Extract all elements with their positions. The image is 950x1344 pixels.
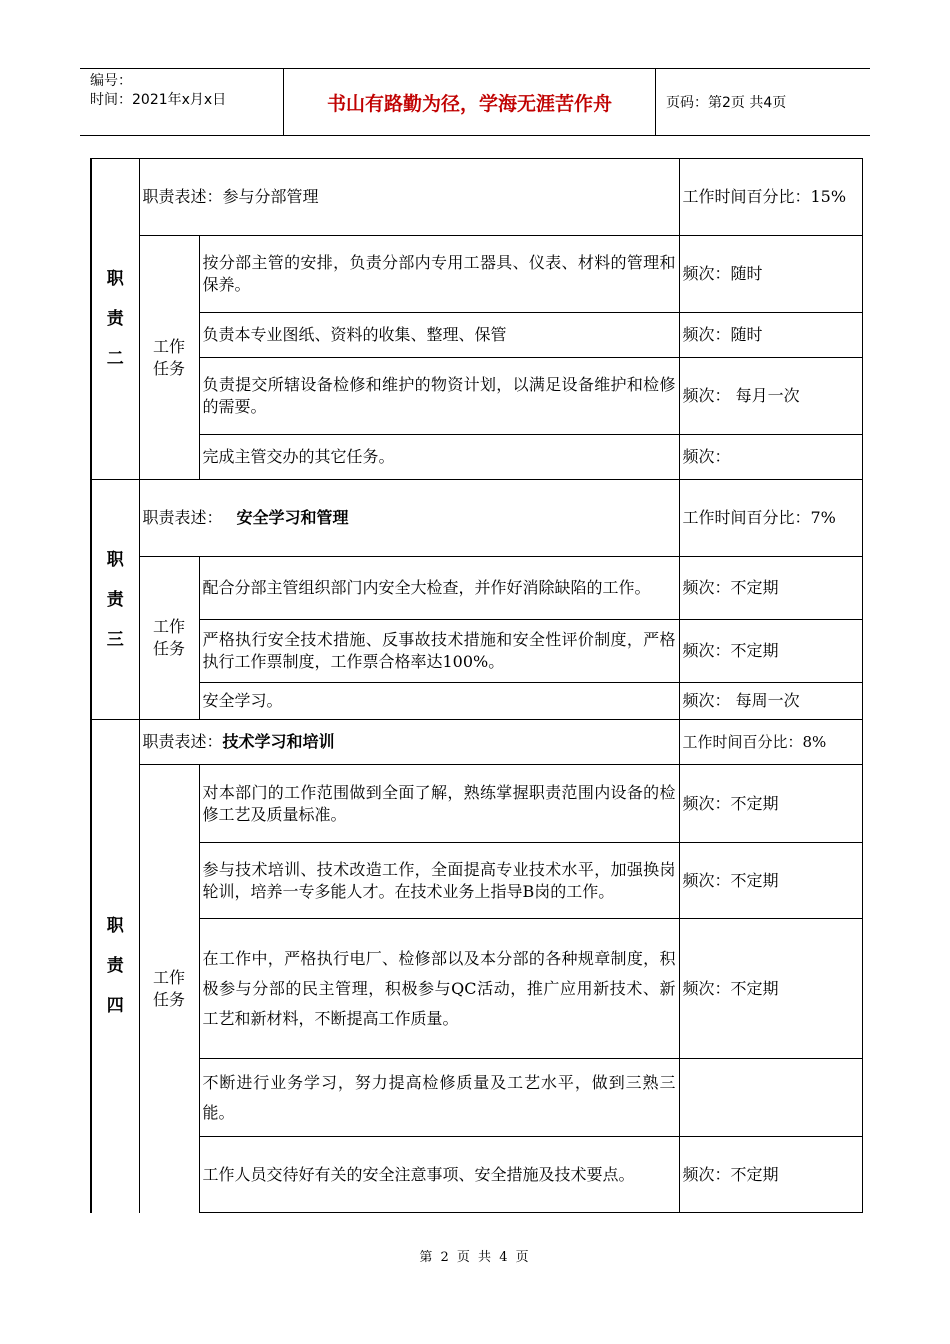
task-text: 在工作中，严格执行电厂、检修部以及本分部的各种规章制度，积极参与分部的民主管理，积极参与QC活动，推广应用新技术、新工艺和新材料，不断提高工作质量。 (199, 919, 679, 1059)
duty2-statement-row (91, 159, 862, 236)
table-row (91, 557, 862, 620)
task-frequency: 频次：不定期 (679, 1137, 862, 1213)
duty4-time-percent: 工作时间百分比：8% (679, 720, 862, 765)
table-row (91, 313, 862, 358)
header-page-info: 页码：第2页 共4页 (666, 95, 787, 111)
duty3-label: 职 责 三 (91, 480, 139, 720)
task-text: 配合分部主管组织部门内安全大检查，并作好消除缺陷的工作。 (199, 557, 679, 620)
duty2-time-percent: 工作时间百分比：15% (679, 159, 862, 236)
task-text: 安全学习。 (199, 683, 679, 720)
duty4-statement-row (91, 720, 862, 765)
page-header (80, 68, 870, 136)
duty2-label: 职 责 二 (91, 159, 139, 480)
table-row (91, 358, 862, 435)
table-row (91, 919, 862, 1059)
task-frequency: 频次：不定期 (679, 620, 862, 683)
page-footer: 第 2 页 共 4 页 (419, 1250, 531, 1265)
duty3-statement: 职责表述： 安全学习和管理 (139, 480, 679, 557)
task-text: 参与技术培训、技术改造工作，全面提高专业技术水平，加强换岗轮训，培养一专多能人才。在技术业务上指导B岗的工作。 (199, 843, 679, 919)
duty2-statement: 职责表述：参与分部管理 (139, 159, 679, 236)
task-frequency: 频次：不定期 (679, 557, 862, 620)
task-frequency: 频次： 每周一次 (679, 683, 862, 720)
task-frequency: 频次： (679, 435, 862, 480)
task-text: 对本部门的工作范围做到全面了解，熟练掌握职责范围内设备的检修工艺及质量标准。 (199, 765, 679, 843)
table-row (91, 435, 862, 480)
task-text: 工作人员交待好有关的安全注意事项、安全措施及技术要点。 (199, 1137, 679, 1213)
table-row (91, 1137, 862, 1213)
task-text: 按分部主管的安排，负责分部内专用工器具、仪表、材料的管理和保养。 (199, 236, 679, 313)
table-row (91, 620, 862, 683)
duty4-sub-label: 工作 任务 (139, 765, 199, 1213)
duties-table (90, 158, 863, 1213)
task-frequency: 频次：不定期 (679, 919, 862, 1059)
task-frequency (679, 1059, 862, 1137)
task-frequency: 频次：不定期 (679, 765, 862, 843)
duty3-statement-row (91, 480, 862, 557)
task-frequency: 频次：不定期 (679, 843, 862, 919)
duty2-sub-label: 工作 任务 (139, 236, 199, 480)
header-meta (80, 69, 283, 135)
date-label: 时间：2021年x月x日 (90, 92, 227, 108)
task-frequency: 频次：随时 (679, 236, 862, 313)
table-row (91, 1059, 862, 1137)
task-text: 负责提交所辖设备检修和维护的物资计划，以满足设备维护和检修的需要。 (199, 358, 679, 435)
table-row (91, 765, 862, 843)
duty3-time-percent: 工作时间百分比：7% (679, 480, 862, 557)
task-text: 完成主管交办的其它任务。 (199, 435, 679, 480)
table-row (91, 236, 862, 313)
duty3-sub-label: 工作 任务 (139, 557, 199, 720)
header-motto: 书山有路勤为径，学海无涯苦作舟 (283, 69, 656, 135)
duty4-label: 职 责 四 (91, 720, 139, 1213)
table-row (91, 843, 862, 919)
task-text: 不断进行业务学习，努力提高检修质量及工艺水平，做到三熟三能。 (199, 1059, 679, 1137)
task-text: 负责本专业图纸、资料的收集、整理、保管 (199, 313, 679, 358)
task-text: 严格执行安全技术措施、反事故技术措施和安全性评价制度，严格执行工作票制度，工作票合格率达100%。 (199, 620, 679, 683)
task-frequency: 频次： 每月一次 (679, 358, 862, 435)
task-frequency: 频次：随时 (679, 313, 862, 358)
number-label: 编号： (90, 73, 132, 89)
table-row (91, 683, 862, 720)
duty4-statement: 职责表述：技术学习和培训 (139, 720, 679, 765)
